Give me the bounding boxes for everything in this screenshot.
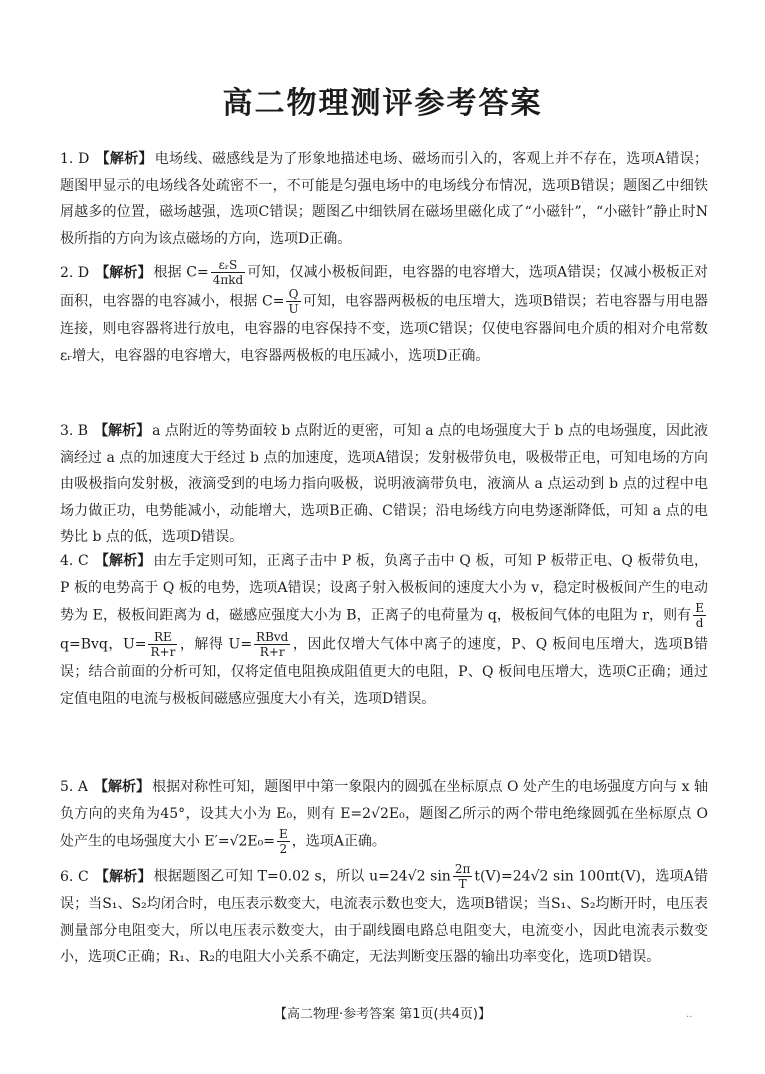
answer-1-text: 电场线、磁感线是为了形象地描述电场、磁场而引入的，客观上并不存在，选项A错误；题图甲显示的电场线各处疏密不一，不可能是匀强电场中的电场线分布情况，选项B错误；题图乙中细铁屑越多的位置，磁场越强，选项C错误；题图乙中细铁屑在磁场里磁化成了“小磁针”，“小磁针”静止时N极所指的方向为该点磁场的方向，选项D正确。: [60, 151, 708, 247]
answer-6-text-b: t(V)=24√2 sin 100πt(V)，选项A错误；当S₁、S₂均闭合时，电压表示数变大，电流表示数也变大，选项B错误；当S₁、S₂均断开时，电压表测量部分电阻变大，所以电压表示数变大，由于副线圈电路总电阻变大，电流变小，因此电流表示数变小，选项C正确；R₁、R₂的电阻大小关系不确定，无法判断变压器的输出功率变化，选项D错误。: [60, 868, 708, 965]
answer-1-number: 1. D: [60, 151, 90, 167]
answer-2: [60, 258, 708, 369]
answer-2-tag: 【解析】: [95, 264, 152, 281]
answer-4-tag: 【解析】: [94, 553, 152, 569]
answer-4-text-d: ，因此仅增大气体中离子的速度，P、Q 板间电压增大，选项B错误；结合前面的分析可知，仅将定值电阻换成阻值更大的电阻，P、Q 板间电压增大，选项C正确；通过定值电阻的电流与极板间磁感应强度大小有关，选项D错误。: [60, 636, 708, 707]
answer-3: [60, 418, 708, 551]
answer-2-text-b: 可知，仅减小极板间距，电容器的电容增大，选项A错误；仅减小极板正对面积，电容器的电容减小，根据 C=: [60, 264, 708, 310]
answer-3-number: 3. B: [60, 423, 89, 439]
answer-5: [60, 774, 708, 856]
answer-4-text-b: q=Bvq，U=: [60, 636, 147, 653]
answer-5-tag: 【解析】: [93, 779, 151, 795]
corner-mark: ··: [686, 1012, 693, 1023]
answer-5-text-a: 根据对称性可知，题图甲中第一象限内的圆弧在坐标原点 O 处产生的电场强度方向与 x 轴负方向的夹角为45°，设其大小为 E₀，则有 E=2√2E₀，题图乙所示的两个带电绝缘圆弧在坐标原点 O 处产生的电场强度大小 E′=√2E₀=: [60, 779, 709, 850]
re-over-rr-fraction: $\frac{RE}{R+r}$: [150, 630, 176, 659]
answer-5-text-b: ，选项A正确。: [291, 833, 386, 850]
answer-4: [60, 548, 708, 712]
answer-3-text: a 点附近的等势面较 b 点附近的更密，可知 a 点的电场强度大于 b 点的电场强度，因此液滴经过 a 点的加速度大于经过 b 点的加速度，选项A错误；发射极带负电，吸极带正电，可知电场的方向由吸极指向发射极，液滴受到的电场力指向吸极，说明液滴带负电，液滴从 a 点运动到 b 点的过程中电场力做正功，电势能减小，动能增大，选项B正确、C错误；沿电场线方向电势逐渐降低，可知 a 点的电势比 b 点的低，选项D错误。: [60, 423, 708, 545]
answer-6-text-a: 根据题图乙可知 T=0.02 s，所以 u=24√2 sin: [153, 868, 451, 885]
q-over-u-fraction: $\frac{Q}{U}$: [288, 287, 299, 316]
rbvd-over-rr-fraction: $\frac{\text{RBvd}}{R+r}$: [256, 630, 289, 659]
answer-2-text-a: 根据 C=: [153, 264, 209, 281]
answer-1-tag: 【解析】: [95, 151, 153, 167]
two-pi-over-t-fraction: $\frac{2\pi}{T}$: [454, 862, 471, 891]
answer-6: [60, 862, 708, 971]
e-over-2-fraction: $\frac{E}{2}$: [278, 827, 288, 856]
e-over-d-fraction: $\frac{E}{d}$: [695, 601, 704, 630]
answer-2-text-c: 可知，电容器两极板的电压增大，选项B错误；若电容器与用电器连接，则电容器将进行放电，电容器的电容保持不变，选项C错误；仅使电容器间电介质的相对介电常数εᵣ增大，电容器的电容增大，电容器两极板的电压减小，选项D正确。: [60, 293, 708, 364]
answer-4-text-c: ，解得 U=: [179, 636, 253, 653]
page-footer: 【高二物理·参考答案 第1页(共4页)】: [274, 1007, 491, 1022]
answer-6-tag: 【解析】: [94, 868, 152, 885]
answer-5-number: 5. A: [60, 779, 88, 795]
answer-6-number: 6. C: [60, 868, 89, 885]
answer-4-number: 4. C: [60, 553, 89, 569]
capacitance-formula-fraction: $\frac{\text{εᵣS}}{\text{4πkd}}$: [212, 258, 244, 287]
answer-2-number: 2. D: [60, 264, 90, 281]
answer-4-text-a: 由左手定则可知，正离子击中 P 板，负离子击中 Q 板，可知 P 板带正电、Q 板带负电，P 板的电势高于 Q 板的电势，选项A错误；设离子射入极板间的速度大小为 v，稳定时极板间产生的电动势为 E，极板间距离为 d，磁感应强度大小为 B，正离子的电荷量为 q，极板间气体的电阻为 r，则有: [60, 553, 709, 624]
answer-1: [60, 146, 708, 252]
page-title: 高二物理测评参考答案: [222, 86, 543, 121]
answer-3-tag: 【解析】: [94, 423, 151, 439]
